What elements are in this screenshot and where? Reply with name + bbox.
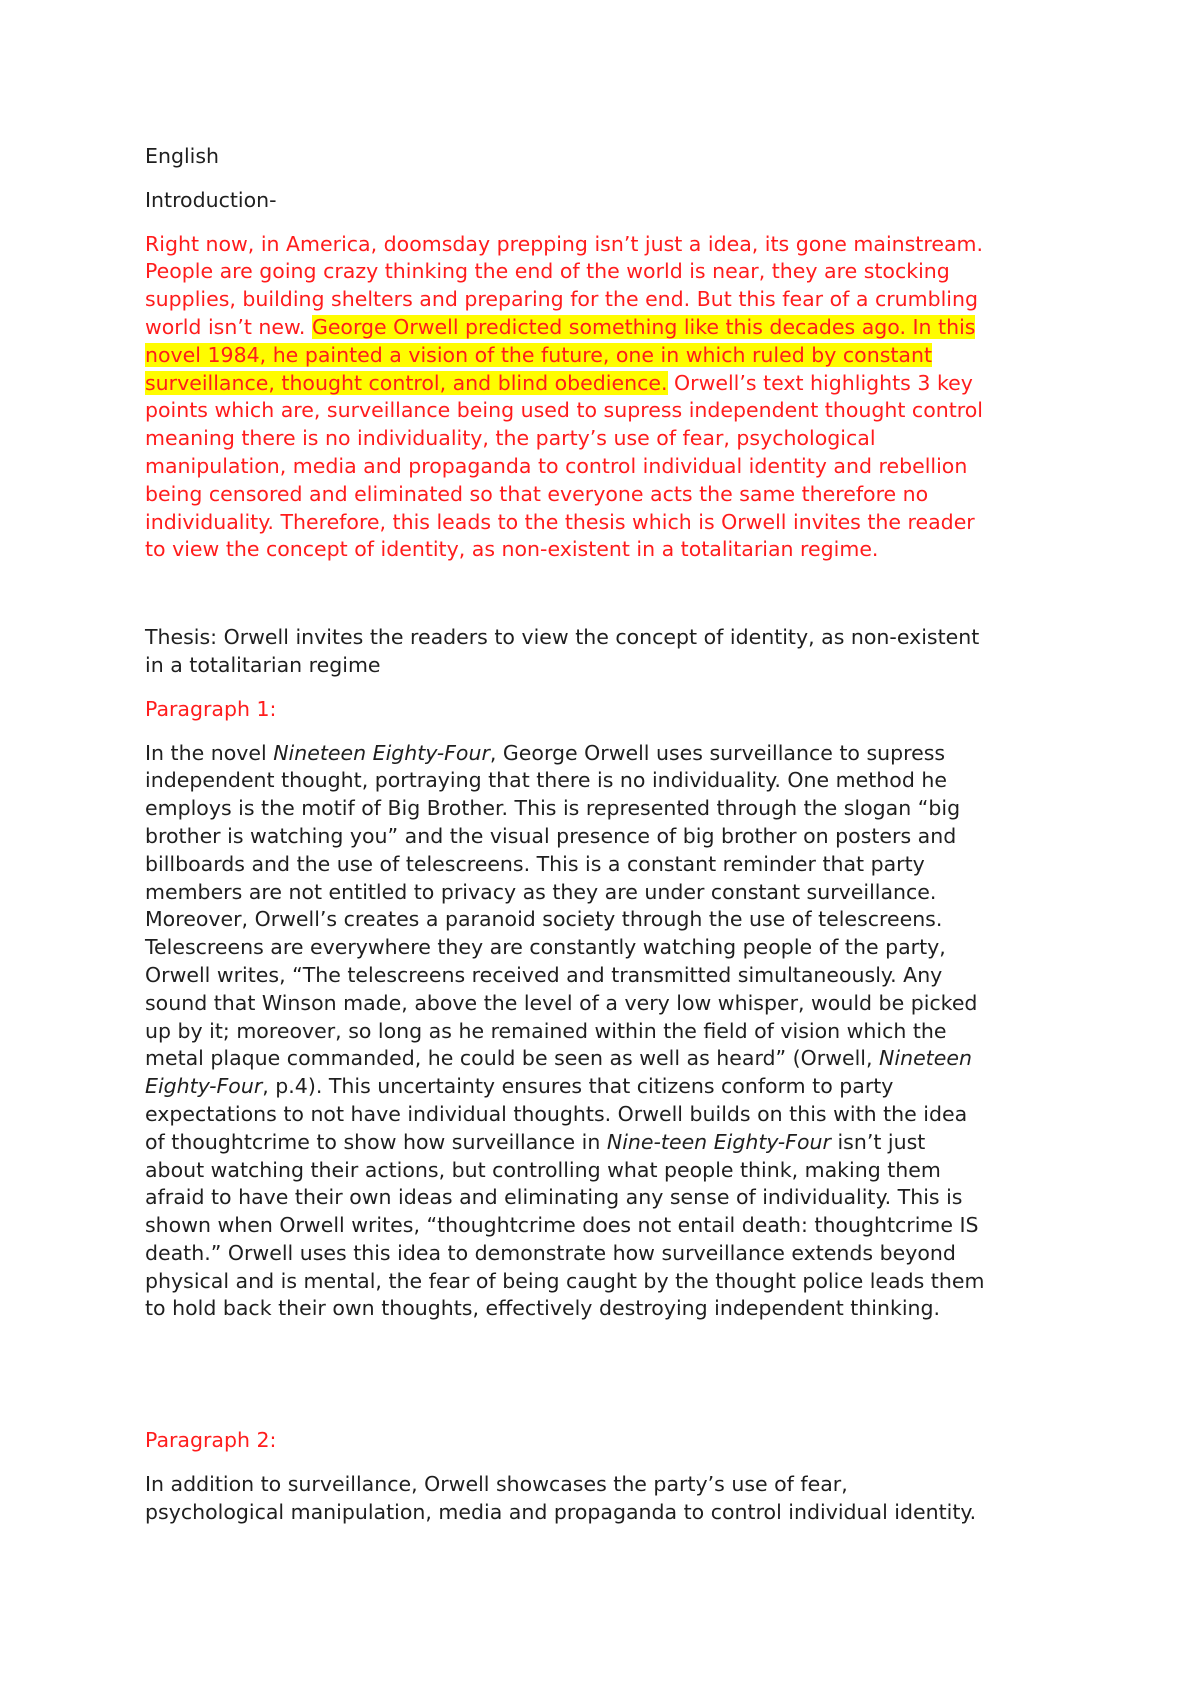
- p1-line: [145, 1073, 1065, 1101]
- introduction-label: Introduction-: [145, 187, 277, 212]
- spacer: [145, 724, 1065, 740]
- highlighted-text: novel 1984, he painted a vision of the future, one in which ruled by constant: [145, 342, 933, 367]
- intro-line: People are going crazy thinking the end of the world is near, they are stocking: [145, 259, 950, 284]
- p1-line: employs is the motif of Big Brother. This is represented through the slogan “big: [145, 796, 961, 821]
- p1-line: Orwell writes, “The telescreens received and transmitted simultaneously. Any: [145, 962, 943, 987]
- paragraph-2: [145, 1471, 1065, 1527]
- thesis-statement: [145, 624, 1065, 680]
- p2-line: psychological manipulation, media and propaganda to control individual identity.: [145, 1499, 977, 1524]
- highlighted-text: George Orwell predicted something like this decades ago. In this: [311, 314, 976, 339]
- p1-line: about watching their actions, but controlling what people think, making them: [145, 1157, 941, 1182]
- thesis-line: in a totalitarian regime: [145, 652, 381, 677]
- spacer: [145, 564, 1065, 624]
- document-page: [145, 143, 1065, 1527]
- intro-line: manipulation, media and propaganda to control individual identity and rebellion: [145, 453, 968, 478]
- p1-line: shown when Orwell writes, “thoughtcrime does not entail death: thoughtcrime IS: [145, 1213, 979, 1238]
- spacer: [145, 680, 1065, 696]
- intro-line: to view the concept of identity, as non-existent in a totalitarian regime.: [145, 537, 879, 562]
- intro-line: [145, 314, 1065, 342]
- intro-line: meaning there is no individuality, the party’s use of fear, psychological: [145, 426, 876, 451]
- intro-text: Orwell’s text highlights 3 key: [667, 370, 973, 395]
- p1-line: billboards and the use of telescreens. This is a constant reminder that party: [145, 851, 925, 876]
- spacer: [145, 1455, 1065, 1471]
- book-title: Nineteen Eighty-Four: [273, 740, 490, 765]
- thesis-line: Thesis: Orwell invites the readers to view the concept of identity, as non-existent: [145, 625, 980, 650]
- p1-line: sound that Winson made, above the level of a very low whisper, would be picked: [145, 990, 978, 1015]
- p1-line: independent thought, portraying that there is no individuality. One method he: [145, 768, 947, 793]
- p1-line: members are not entitled to privacy as they are under constant surveillance.: [145, 879, 937, 904]
- p1-line: Telescreens are everywhere they are constantly watching people of the party,: [145, 935, 946, 960]
- intro-line: supplies, building shelters and preparing for the end. But this fear of a crumbling: [145, 287, 979, 312]
- p1-text: , p.4). This uncertainty ensures that citizens conform to party: [262, 1074, 894, 1099]
- p1-line: [145, 740, 1065, 768]
- intro-line: points which are, surveillance being used to supress independent thought control: [145, 398, 983, 423]
- p1-text: metal plaque commanded, he could be seen as well as heard” (Orwell,: [145, 1046, 880, 1071]
- p1-line: Moreover, Orwell’s creates a paranoid society through the use of telescreens.: [145, 907, 943, 932]
- p1-line: death.” Orwell uses this idea to demonstrate how surveillance extends beyond: [145, 1240, 956, 1265]
- p1-line: afraid to have their own ideas and eliminating any sense of individuality. This is: [145, 1185, 963, 1210]
- p1-text: isn’t just: [830, 1129, 926, 1154]
- paragraph-1: [145, 740, 1065, 1324]
- document-heading: English: [145, 144, 220, 168]
- spacer: [145, 171, 1065, 187]
- p1-line: brother is watching you” and the visual presence of big brother on posters and: [145, 823, 957, 848]
- p1-line: to hold back their own thoughts, effectively destroying independent thinking.: [145, 1296, 941, 1321]
- p1-text: , George Orwell uses surveillance to supress: [489, 740, 946, 765]
- p1-line: [145, 1045, 1065, 1073]
- introduction-paragraph: [145, 231, 1065, 565]
- p1-line: up by it; moreover, so long as he remained within the field of vision which the: [145, 1018, 947, 1043]
- p1-text: In the novel: [145, 740, 274, 765]
- p1-line: expectations to not have individual thoughts. Orwell builds on this with the idea: [145, 1101, 968, 1126]
- intro-line: [145, 370, 1065, 398]
- highlighted-text: surveillance, thought control, and blind obedience.: [145, 370, 668, 395]
- book-title: Nine-teen Eighty-Four: [606, 1129, 831, 1154]
- intro-line: individuality. Therefore, this leads to the thesis which is Orwell invites the reader: [145, 509, 975, 534]
- book-title: Nineteen: [879, 1046, 972, 1071]
- paragraph-1-label: Paragraph 1:: [145, 696, 277, 721]
- spacer: [145, 215, 1065, 231]
- paragraph-2-label: Paragraph 2:: [145, 1428, 277, 1453]
- p1-line: [145, 1129, 1065, 1157]
- intro-line: Right now, in America, doomsday prepping isn’t just a idea, its gone mainstream.: [145, 231, 983, 256]
- spacer: [145, 1323, 1065, 1427]
- p2-line: In addition to surveillance, Orwell showcases the party’s use of fear,: [145, 1472, 848, 1497]
- intro-line: [145, 342, 1065, 370]
- intro-line: being censored and eliminated so that everyone acts the same therefore no: [145, 481, 929, 506]
- p1-text: of thoughtcrime to show how surveillance in: [145, 1129, 607, 1154]
- p1-line: physical and is mental, the fear of being caught by the thought police leads them: [145, 1268, 985, 1293]
- book-title: Eighty-Four: [145, 1074, 263, 1099]
- intro-text: world isn’t new.: [145, 314, 312, 339]
